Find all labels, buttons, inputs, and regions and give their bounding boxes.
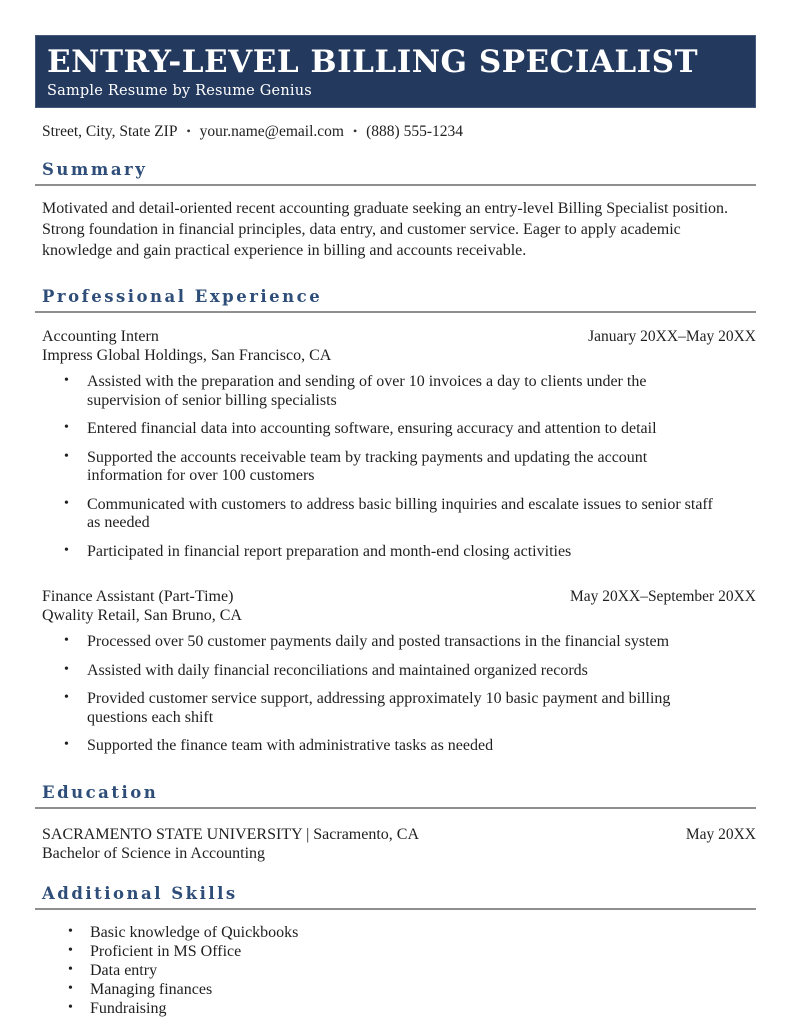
- section-summary: [35, 160, 756, 261]
- job-dates: January 20XX–May 20XX: [588, 328, 756, 345]
- job-dates: May 20XX–September 20XX: [570, 588, 756, 605]
- education-header: [42, 825, 756, 844]
- job-bullet-list: [35, 373, 756, 561]
- contact-email: your.name@email.com: [199, 123, 344, 140]
- job-header: [42, 327, 756, 346]
- education-dates: May 20XX: [685, 825, 756, 843]
- skill-item: • Managing finances: [35, 980, 756, 999]
- summary-heading-row: [35, 160, 756, 186]
- experience-heading-row: [35, 287, 756, 313]
- job-bullet-list: [35, 633, 756, 756]
- header-banner: [35, 35, 756, 108]
- education-degree: Bachelor of Science in Accounting: [42, 844, 266, 862]
- skills-heading: Additional Skills: [42, 883, 238, 903]
- page-subtitle: Sample Resume by Resume Genius: [47, 83, 312, 99]
- page-title: ENTRY-LEVEL BILLING SPECIALIST: [47, 44, 699, 80]
- skills-heading-row: [35, 884, 756, 910]
- dot-separator-icon: •: [186, 124, 191, 138]
- job-bullet: • Assisted with the preparation and sending of over 10 invoices a day to clients under the supervision of senior billing specialists: [35, 373, 756, 410]
- job-company: Qwality Retail, San Bruno, CA: [42, 607, 242, 624]
- job-entry-accounting-intern: [35, 327, 756, 561]
- contact-address: Street, City, State ZIP: [42, 123, 178, 140]
- summary-text: Motivated and detail-oriented recent accounting graduate seeking an entry-level Billing Specialist position. Strong foundation in financial principles, data entry, and customer service. Eager to apply academic knowledge and gain practical experience in billing and accounts receivable.: [42, 200, 729, 259]
- job-bullet: • Assisted with daily financial reconciliations and maintained organized records: [35, 662, 756, 681]
- skill-item: • Fundraising: [35, 999, 756, 1018]
- education-heading: Education: [42, 782, 159, 802]
- skill-item: • Basic knowledge of Quickbooks: [35, 923, 756, 942]
- job-title: Finance Assistant (Part-Time): [42, 588, 234, 605]
- job-header: [42, 587, 756, 606]
- education-heading-row: [35, 783, 756, 809]
- dot-separator-icon: •: [352, 124, 358, 138]
- education-school: SACRAMENTO STATE UNIVERSITY | Sacramento, CA: [42, 825, 420, 843]
- education-entry: [35, 825, 756, 863]
- job-bullet: • Participated in financial report preparation and month-end closing activities: [35, 543, 756, 562]
- experience-heading: Professional Experience: [42, 287, 323, 306]
- job-entry-finance-assistant: [35, 587, 756, 756]
- contact-line: [42, 123, 756, 141]
- job-title: Accounting Intern: [42, 328, 159, 345]
- skills-list: [35, 923, 756, 1018]
- skill-item: • Proficient in MS Office: [35, 942, 756, 961]
- job-bullet: • Supported the finance team with administrative tasks as needed: [35, 737, 756, 756]
- job-bullet: • Communicated with customers to address basic billing inquiries and escalate issues to senior staff as needed: [35, 496, 756, 533]
- job-company: Impress Global Holdings, San Francisco, CA: [42, 347, 332, 364]
- job-bullet: • Supported the accounts receivable team by tracking payments and updating the account information for over 100 customers: [35, 449, 756, 486]
- job-bullet: • Provided customer service support, addressing approximately 10 basic payment and billing questions each shift: [35, 690, 756, 727]
- section-education: [35, 783, 756, 863]
- contact-phone: (888) 555-1234: [366, 123, 464, 140]
- summary-heading: Summary: [42, 160, 148, 179]
- section-skills: [35, 884, 756, 1018]
- skill-item: • Data entry: [35, 961, 756, 980]
- job-bullet: • Processed over 50 customer payments daily and posted transactions in the financial system: [35, 633, 756, 652]
- section-experience: [35, 287, 756, 756]
- job-bullet: • Entered financial data into accounting software, ensuring accuracy and attention to detail: [35, 420, 756, 439]
